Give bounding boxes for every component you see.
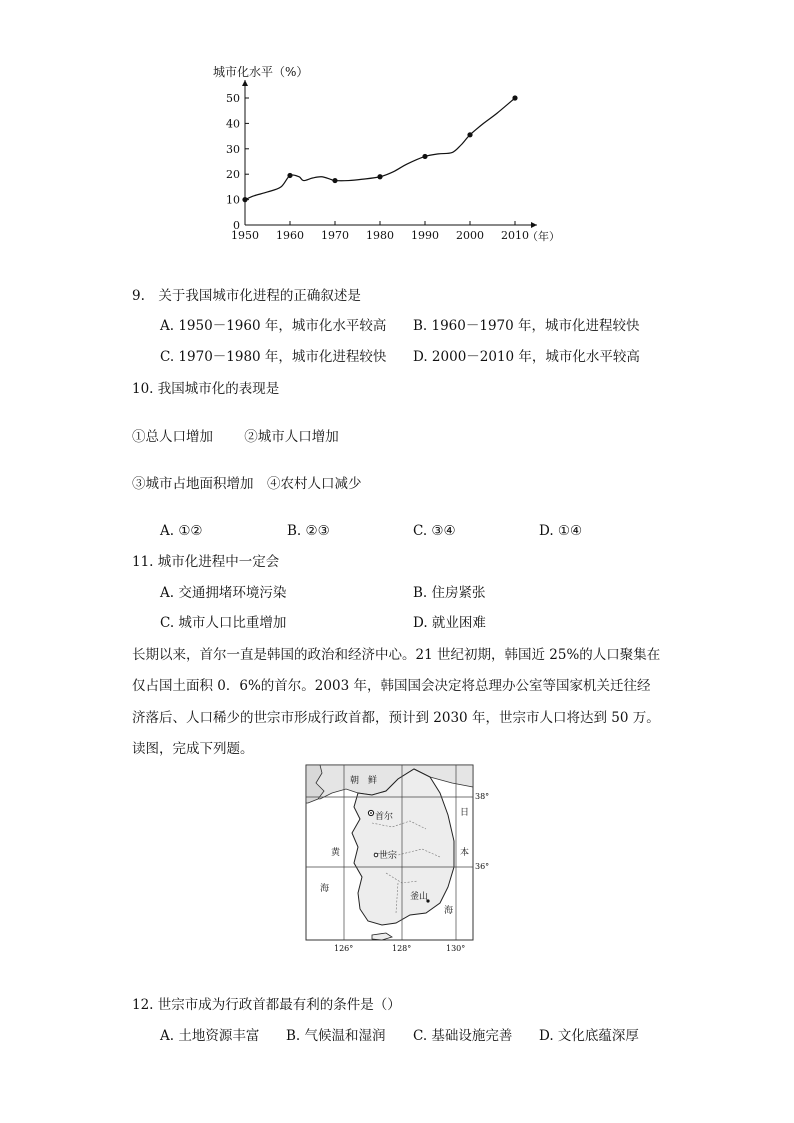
data-point	[467, 132, 472, 137]
q12-option-b[interactable]: B. 气候温和湿润	[286, 1028, 386, 1044]
map-label-chaoxian: 朝 鲜	[350, 776, 378, 786]
data-point	[422, 154, 427, 159]
x-tick-label: 1990	[411, 229, 439, 242]
data-point	[377, 174, 382, 179]
chart-ticks	[226, 92, 529, 242]
passage-line-1: 长期以来，首尔一直是韩国的政治和经济中心。21 世纪初期，韩国近 25%的人口聚集在	[132, 647, 661, 663]
q12-option-c[interactable]: C. 基础设施完善	[413, 1028, 513, 1044]
map-label-sea-of-japan-3: 海	[444, 906, 454, 916]
map-label-sea-of-japan-1: 日	[460, 808, 470, 818]
q11-option-a[interactable]: A. 交通拥堵环境污染	[160, 585, 287, 601]
q9-option-a[interactable]: A. 1950－1960 年，城市化水平较高	[160, 318, 387, 334]
lat-label-38: 38°	[475, 792, 490, 801]
urbanization-chart	[205, 58, 575, 248]
data-point	[242, 197, 247, 202]
q10-option-a[interactable]: A. ①②	[160, 523, 203, 539]
chart-ylabel: 城市化水平（%）	[213, 65, 309, 79]
q9-stem: 9. 关于我国城市化进程的正确叙述是	[132, 288, 361, 304]
data-point	[512, 95, 517, 100]
x-tick-label: 1970	[321, 229, 349, 242]
x-tick-label: 2010	[501, 229, 529, 242]
q12-option-a[interactable]: A. 土地资源丰富	[160, 1028, 260, 1044]
chart-xlabel: （年）	[527, 230, 560, 243]
x-tick-label: 1950	[231, 229, 259, 242]
map-label-sea-of-japan-2: 本	[460, 848, 470, 858]
data-point	[332, 178, 337, 183]
q9-option-c[interactable]: C. 1970－1980 年，城市化进程较快	[160, 349, 387, 365]
y-axis-arrow	[242, 80, 248, 86]
y-tick-label: 20	[226, 168, 240, 182]
x-tick-label: 1960	[276, 229, 304, 242]
q12-option-d[interactable]: D. 文化底蕴深厚	[539, 1028, 639, 1044]
y-tick-label: 0	[233, 219, 240, 232]
y-tick-label: 30	[226, 142, 240, 156]
q12-stem: 12. 世宗市成为行政首都最有利的条件是（）	[132, 997, 401, 1013]
map-label-busan: 釜山	[410, 892, 429, 902]
map-label-seoul: 首尔	[375, 812, 394, 822]
q10-option-b[interactable]: B. ②③	[287, 523, 330, 539]
y-tick-label: 40	[226, 117, 240, 131]
x-tick-label: 2000	[456, 229, 484, 242]
q10-option-d[interactable]: D. ①④	[539, 523, 583, 539]
y-tick-label: 50	[226, 92, 240, 105]
q11-option-b[interactable]: B. 住房紧张	[413, 585, 486, 601]
korea-map	[302, 763, 502, 955]
q10-statement-line-2: ③城市占地面积增加 ④农村人口减少	[132, 476, 362, 492]
lat-label-36: 36°	[475, 862, 490, 871]
passage-line-3: 济落后、人口稀少的世宗市形成行政首都，预计到 2030 年，世宗市人口将达到 50 万。	[132, 710, 660, 726]
y-tick-label: 10	[226, 193, 240, 207]
lon-label-126: 126°	[334, 944, 354, 953]
map-label-yellow-sea-1: 黄	[331, 848, 341, 858]
passage-line-4: 读图，完成下列题。	[132, 741, 254, 757]
q9-option-b[interactable]: B. 1960－1970 年，城市化进程较快	[413, 318, 640, 334]
sejong-marker	[374, 853, 378, 857]
q9-option-d[interactable]: D. 2000－2010 年，城市化水平较高	[413, 349, 640, 365]
chart-series-line	[245, 98, 515, 200]
map-label-sejong: 世宗	[379, 851, 398, 861]
chart-points	[242, 95, 517, 202]
q11-stem: 11. 城市化进程中一定会	[132, 554, 280, 570]
q10-option-c[interactable]: C. ③④	[413, 523, 456, 539]
lon-label-128: 128°	[392, 944, 412, 953]
chart-axes	[242, 80, 537, 228]
data-point	[287, 173, 292, 178]
q11-option-d[interactable]: D. 就业困难	[413, 615, 486, 631]
q10-statement-line-1: ①总人口增加 ②城市人口增加	[132, 429, 339, 445]
q11-option-c[interactable]: C. 城市人口比重增加	[160, 615, 287, 631]
map-label-yellow-sea-2: 海	[320, 884, 330, 894]
seoul-marker-dot	[370, 812, 372, 814]
passage-line-2: 仅占国土面积 0．6%的首尔。2003 年，韩国国会决定将总理办公室等国家机关迁往经	[132, 678, 651, 694]
q10-stem: 10. 我国城市化的表现是	[132, 381, 280, 397]
x-axis-arrow	[531, 222, 537, 228]
lon-label-130: 130°	[446, 944, 466, 953]
x-tick-label: 1980	[366, 229, 394, 242]
